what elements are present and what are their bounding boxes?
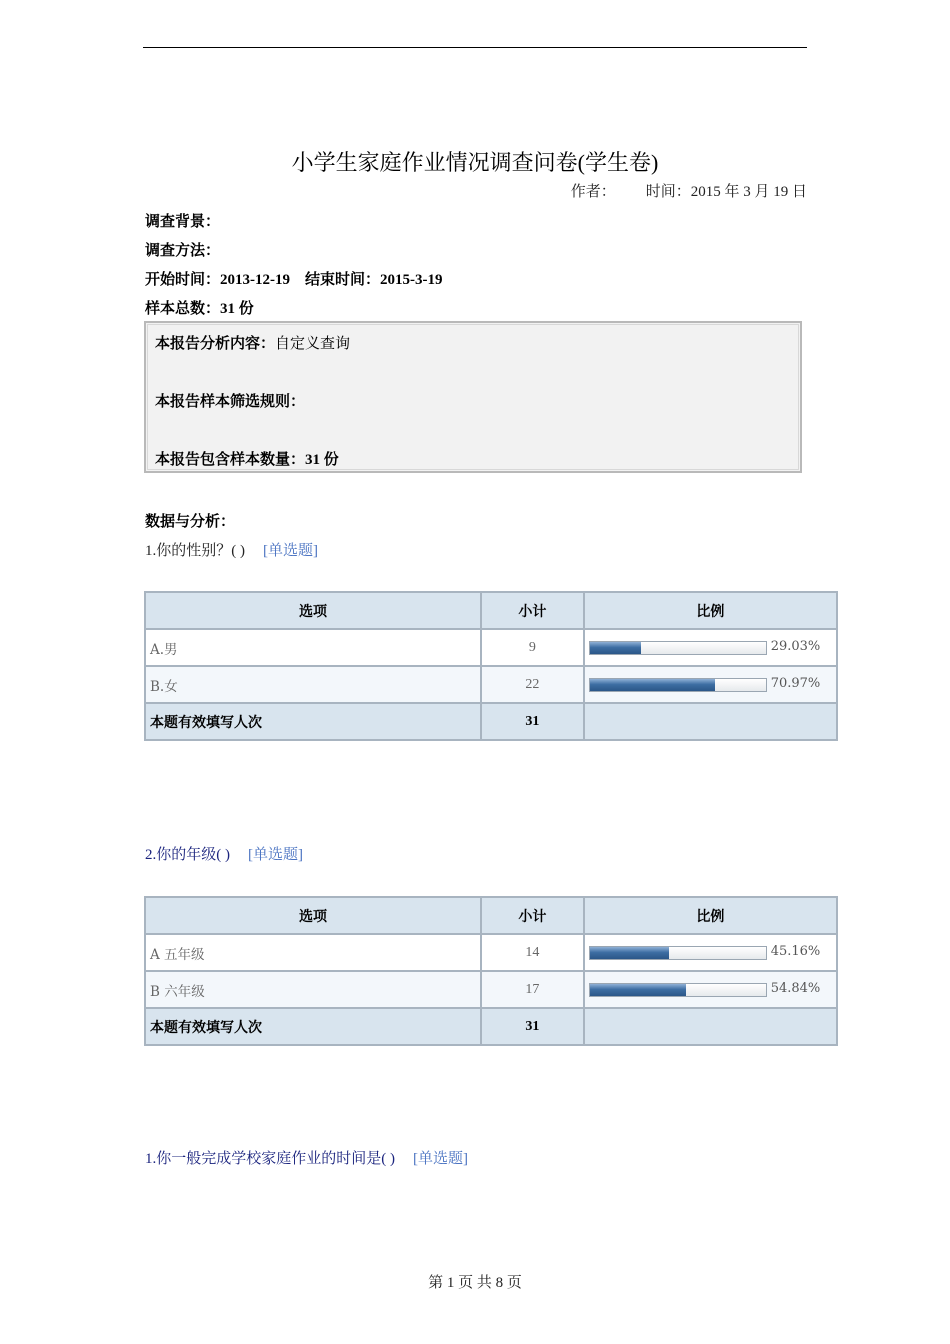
author-time-line (571, 180, 807, 201)
table-row (145, 666, 837, 703)
question-result-table (144, 591, 838, 741)
percent-text: 70.97% (770, 676, 821, 691)
survey-dates (145, 268, 443, 289)
header-ratio: 比例 (584, 897, 837, 934)
question-text: 2.你的年级( ) (145, 847, 230, 863)
report-content-value: 自定义查询 (275, 336, 351, 352)
report-count-label: 本报告包含样本数量： (155, 452, 306, 468)
report-filter-label: 本报告样本筛选规则： (155, 394, 306, 410)
total-empty-cell (584, 703, 837, 740)
time-label: 时间： (645, 184, 691, 200)
option-cell: A 五年级 (145, 934, 481, 971)
question-text: 1.你一般完成学校家庭作业的时间是( ) (145, 1151, 395, 1167)
progress-bar (589, 678, 767, 692)
progress-bar (589, 946, 767, 960)
progress-fill (590, 984, 687, 996)
total-empty-cell (584, 1008, 837, 1045)
total-label-cell: 本题有效填写人次 (145, 1008, 481, 1045)
report-filter-row (155, 390, 305, 411)
table-row (145, 629, 837, 666)
table-header-row (145, 897, 837, 934)
table-row (145, 971, 837, 1008)
ratio-cell (584, 666, 837, 703)
sample-total (145, 297, 254, 318)
question-title (145, 843, 303, 864)
survey-background (145, 210, 220, 231)
question-result-table (144, 896, 838, 1046)
percent-text: 54.84% (770, 981, 821, 996)
start-label: 开始时间： (145, 272, 221, 288)
background-label: 调查背景： (145, 214, 221, 230)
count-cell: 14 (481, 934, 584, 971)
option-cell: A.男 (145, 629, 481, 666)
total-count-cell: 31 (481, 1008, 584, 1045)
ratio-cell (584, 971, 837, 1008)
table-header-row (145, 592, 837, 629)
progress-fill (590, 642, 641, 654)
header-count: 小计 (481, 592, 584, 629)
survey-method (145, 239, 220, 260)
option-cell: B 六年级 (145, 971, 481, 1008)
total-label-cell: 本题有效填写人次 (145, 703, 481, 740)
question-type-tag: [单选题] (248, 847, 303, 863)
start-value: 2013-12-19 (220, 272, 291, 288)
ratio-cell (584, 629, 837, 666)
report-summary-box (144, 321, 802, 473)
header-rule (143, 47, 807, 48)
percent-text: 29.03% (770, 639, 821, 654)
question-text: 1.你的性别？( ) (145, 543, 245, 559)
report-content-label: 本报告分析内容： (155, 336, 276, 352)
progress-bar (589, 641, 767, 655)
report-count-row (155, 448, 339, 469)
header-option: 选项 (145, 592, 481, 629)
question-type-tag: [单选题] (263, 543, 318, 559)
progress-fill (590, 947, 669, 959)
option-cell: B.女 (145, 666, 481, 703)
progress-bar (589, 983, 767, 997)
percent-text: 45.16% (770, 944, 821, 959)
time-value: 2015 年 3 月 19 日 (690, 184, 807, 200)
header-option: 选项 (145, 897, 481, 934)
total-row (145, 1008, 837, 1045)
header-count: 小计 (481, 897, 584, 934)
analysis-heading: 数据与分析： (145, 514, 236, 530)
report-count-value: 31 份 (305, 452, 339, 468)
end-label: 结束时间： (305, 272, 381, 288)
total-label: 样本总数： (145, 301, 221, 317)
ratio-cell (584, 934, 837, 971)
question-title (145, 1147, 468, 1168)
count-cell: 22 (481, 666, 584, 703)
method-label: 调查方法： (145, 243, 221, 259)
progress-fill (590, 679, 715, 691)
author-label: 作者： (570, 184, 616, 200)
total-count-cell: 31 (481, 703, 584, 740)
question-title (145, 539, 318, 560)
end-value: 2015-3-19 (380, 272, 443, 288)
count-cell: 9 (481, 629, 584, 666)
total-row (145, 703, 837, 740)
total-value: 31 份 (220, 301, 254, 317)
question-type-tag: [单选题] (413, 1151, 468, 1167)
table-row (145, 934, 837, 971)
header-ratio: 比例 (584, 592, 837, 629)
document-title: 小学生家庭作业情况调查问卷(学生卷) (291, 150, 659, 175)
report-content-row (155, 332, 350, 353)
page-footer: 第 1 页 共 8 页 (428, 1275, 522, 1291)
count-cell: 17 (481, 971, 584, 1008)
